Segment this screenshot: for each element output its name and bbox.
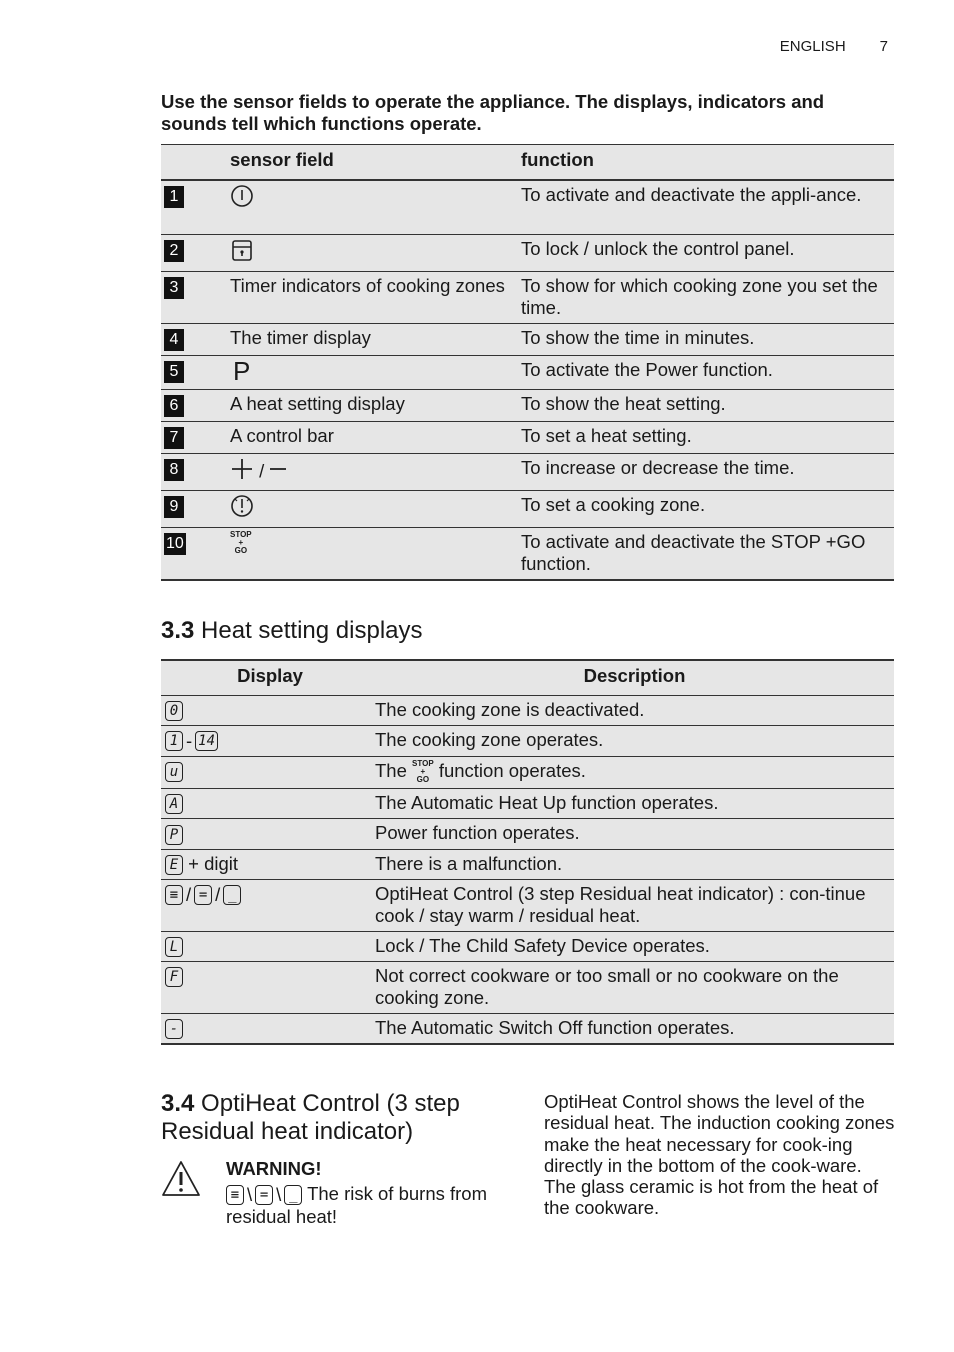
sensor-text: The timer display [230, 323, 521, 355]
display-symbol: 14 [195, 731, 218, 751]
stop-go-go: GO [234, 545, 248, 555]
table-row [161, 879, 894, 931]
section-3-4-body: OptiHeat Control shows the level of the residual heat. The induction cooking zones make the heat necessary for cook-ing directly in the bottom of the cook-ware. The glass ceramic is hot from the heat of the cookware. [544, 1091, 895, 1219]
display-symbol: _ [284, 1185, 302, 1205]
table-row [161, 757, 894, 789]
display-symbol: - [165, 1019, 183, 1039]
display-symbol: E [165, 855, 183, 875]
table-row [161, 696, 894, 726]
table-row [161, 389, 894, 421]
plus-icon [230, 457, 254, 486]
backslash-separator: \ [276, 1184, 282, 1206]
display-symbol: 1 [165, 731, 183, 751]
display-symbol: 0 [165, 701, 183, 721]
description-text: Power function operates. [375, 819, 894, 849]
warning-text-block [226, 1183, 496, 1227]
display-extra: + digit [188, 852, 239, 874]
display-symbol: = [194, 885, 212, 905]
table-row [161, 490, 894, 527]
minus-icon [269, 457, 287, 486]
table-row [161, 271, 894, 323]
table-row [161, 180, 894, 234]
function-text: To show the time in minutes. [521, 323, 894, 355]
display-symbol: A [165, 794, 183, 814]
description-text: The Automatic Switch Off function operates. [375, 1013, 894, 1044]
section-title: OptiHeat Control (3 step Residual heat indicator) [161, 1090, 460, 1145]
row-number: 7 [164, 427, 184, 449]
table-row [161, 421, 894, 453]
display-header: Display [161, 660, 375, 696]
stop-go-stop: STOP [230, 529, 252, 539]
display-symbol: P [165, 825, 183, 845]
slash-separator: / [215, 883, 221, 905]
function-header: function [521, 145, 894, 181]
table-row [161, 355, 894, 389]
function-text: To activate the Power function. [521, 355, 894, 389]
row-number: 6 [164, 395, 184, 417]
display-symbol: u [165, 762, 183, 782]
sensor-text: Timer indicators of cooking zones [230, 271, 521, 323]
description-header: Description [375, 660, 894, 696]
cooking-zone-icon [230, 494, 254, 523]
row-number: 2 [164, 240, 184, 262]
stop-go-icon [412, 760, 434, 784]
row-number: 5 [164, 361, 184, 383]
description-text: Lock / The Child Safety Device operates. [375, 931, 894, 961]
table-row [161, 527, 894, 580]
function-text: To increase or decrease the time. [521, 453, 894, 490]
row-number: 4 [164, 329, 184, 351]
display-symbol: = [255, 1185, 273, 1205]
section-heading-3-4 [161, 1090, 521, 1146]
table-row [161, 789, 894, 819]
warning-text: The risk of burns from residual heat! [226, 1183, 488, 1227]
description-text: OptiHeat Control (3 step Residual heat indicator) : con-tinue cook / stay warm / residual heat. [375, 879, 894, 931]
table-row [161, 961, 894, 1013]
table-row [161, 726, 894, 757]
table-row [161, 323, 894, 355]
heat-table-header [161, 660, 894, 696]
display-symbol: ≡ [165, 885, 183, 905]
heat-setting-table [161, 659, 894, 1045]
stop-go-icon [230, 531, 252, 555]
stop-go-go: GO [416, 775, 430, 785]
row-number: 9 [164, 496, 184, 518]
table-row [161, 819, 894, 849]
row-number: 10 [164, 533, 186, 555]
sensor-text: A heat setting display [230, 389, 521, 421]
table-row [161, 1013, 894, 1044]
sensor-table [161, 144, 894, 581]
power-boost-icon: P [233, 355, 251, 386]
function-text: To set a heat setting. [521, 421, 894, 453]
slash-separator: / [186, 883, 192, 905]
stop-go-plus: + [420, 767, 426, 777]
description-text: The cooking zone operates. [375, 726, 894, 757]
table-row [161, 931, 894, 961]
warning-title: WARNING! [226, 1158, 322, 1179]
section-title: Heat setting displays [201, 617, 423, 644]
function-text: To lock / unlock the control panel. [521, 234, 894, 271]
table-row [161, 849, 894, 879]
stop-go-plus: + [238, 537, 244, 547]
sensor-text: A control bar [230, 421, 521, 453]
section-heading-3-3 [161, 617, 423, 645]
function-text: To activate and deactivate the STOP +GO function. [521, 527, 894, 580]
range-separator: - [186, 730, 193, 752]
function-text: To activate and deactivate the appli-ance. [521, 180, 894, 234]
display-symbol: L [165, 937, 183, 957]
sensor-table-header [161, 145, 894, 181]
stop-go-stop: STOP [412, 759, 434, 769]
row-number: 3 [164, 277, 184, 299]
section-number: 3.3 [161, 617, 195, 644]
backslash-separator: \ [247, 1184, 253, 1206]
description-text: The [375, 760, 407, 782]
row-number: 8 [164, 459, 184, 481]
function-text: To show the heat setting. [521, 389, 894, 421]
row-number: 1 [164, 186, 184, 208]
description-text: function operates. [438, 760, 586, 782]
description-text: The Automatic Heat Up function operates. [375, 789, 894, 819]
plus-minus-separator: / [259, 460, 265, 481]
table-row [161, 453, 894, 490]
lock-icon [230, 238, 254, 267]
display-symbol: F [165, 967, 183, 987]
sensor-field-header: sensor field [230, 145, 521, 181]
function-text: To show for which cooking zone you set the time. [521, 271, 894, 323]
function-text: To set a cooking zone. [521, 490, 894, 527]
section-number: 3.4 [161, 1090, 195, 1117]
intro-text: Use the sensor fields to operate the appliance. The displays, indicators and sounds tell which functions operate. [161, 91, 825, 134]
page-header [746, 38, 888, 55]
warning-icon [161, 1160, 201, 1203]
page-number: 7 [879, 38, 888, 55]
description-cell [375, 757, 894, 789]
display-symbol: _ [223, 885, 241, 905]
description-text: The cooking zone is deactivated. [375, 696, 894, 726]
description-text: Not correct cookware or too small or no cookware on the cooking zone. [375, 961, 894, 1013]
display-symbol: ≡ [226, 1185, 244, 1205]
language-label: ENGLISH [779, 38, 846, 55]
description-text: There is a malfunction. [375, 849, 894, 879]
power-icon [230, 184, 254, 213]
table-row [161, 234, 894, 271]
